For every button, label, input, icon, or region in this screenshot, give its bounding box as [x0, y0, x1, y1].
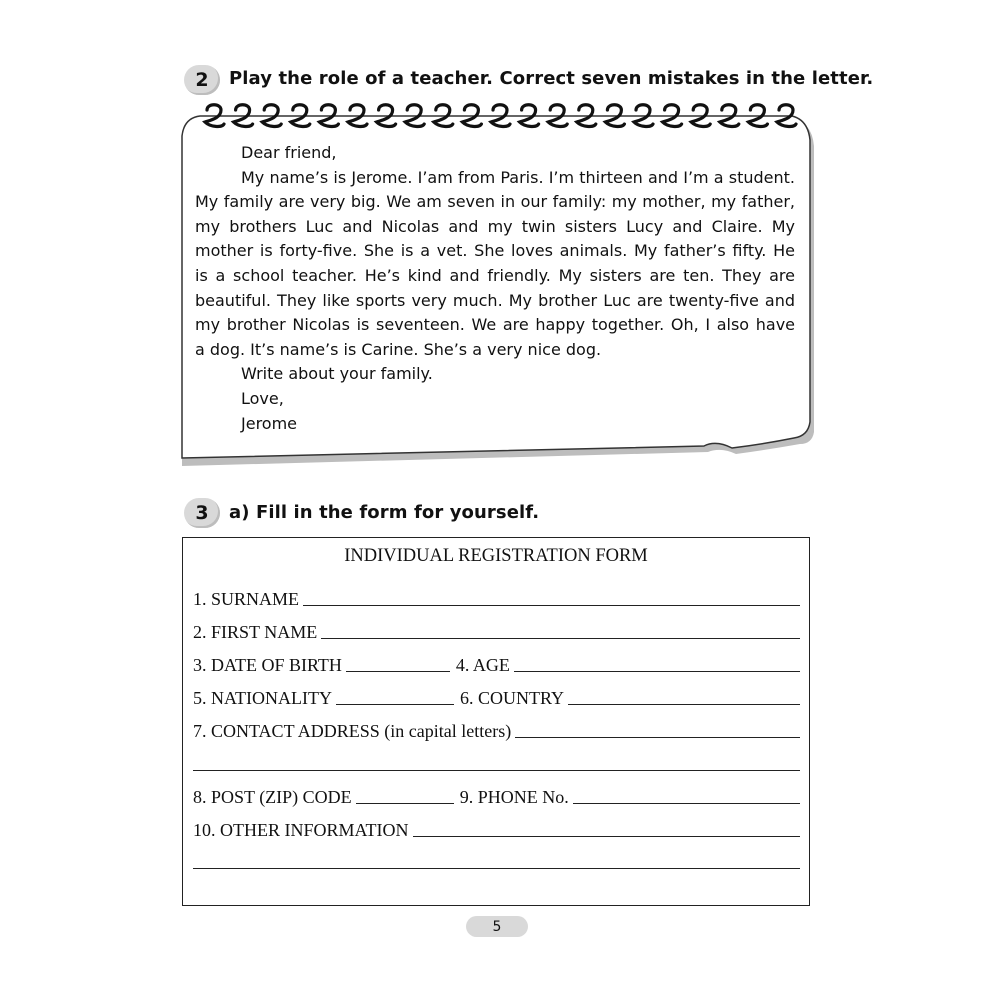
letter-line: a dog. It’s name’s is Carine. She’s a very nice dog. [195, 339, 602, 359]
first-name-label: 2. FIRST NAME [193, 622, 318, 642]
letter-line: My family are very big. We am seven in our family: my mother, my father, [195, 192, 795, 212]
age-label: 4. AGE [455, 655, 510, 675]
contact-address-label: 7. CONTACT ADDRESS (in capital letters) [193, 721, 512, 741]
other-info-input-line[interactable] [413, 836, 801, 837]
task-3-number: 3 [195, 502, 209, 524]
task-2-number-badge [184, 65, 220, 95]
post-phone-row [193, 784, 800, 808]
letter-line: is a school teacher. He’s kind and friendly. My sisters are ten. They are [195, 265, 795, 285]
form-title: INDIVIDUAL REGISTRATION FORM [344, 546, 648, 566]
nationality-country-row [193, 685, 800, 709]
post-code-input-line[interactable] [356, 803, 454, 804]
contact-address-extra-line[interactable] [193, 770, 800, 771]
letter-line: my brothers Luc and Nicolas and my twin sisters Lucy and Claire. My [195, 216, 795, 236]
post-code-label: 8. POST (ZIP) CODE [193, 787, 352, 807]
registration-form [182, 537, 810, 906]
date-of-birth-input-line[interactable] [346, 671, 450, 672]
other-info-extra-line[interactable] [193, 868, 800, 869]
nationality-label: 5. NATIONALITY [193, 688, 332, 708]
letter-closing-request: Write about your family. [241, 364, 433, 384]
country-label: 6. COUNTRY [459, 688, 564, 708]
page-number-badge [466, 916, 528, 937]
task-2-number: 2 [195, 69, 209, 91]
letter-sign-off: Love, [241, 388, 284, 408]
task-3-title: a) Fill in the form for yourself. [229, 502, 540, 523]
contact-address-input-line[interactable] [515, 737, 800, 738]
age-input-line[interactable] [514, 671, 800, 672]
first-name-input-line[interactable] [321, 638, 800, 639]
page-number: 5 [492, 918, 502, 935]
letter-text [195, 141, 795, 436]
surname-label: 1. SURNAME [193, 589, 300, 609]
letter-line: beautiful. They like sports very much. My brother Luc are twenty-five and [195, 290, 795, 310]
letter-greeting: Dear friend, [241, 143, 337, 162]
phone-label: 9. PHONE No. [459, 787, 569, 807]
letter-line: my brother Nicolas is seventeen. We are happy together. Oh, I also have [195, 315, 795, 335]
date-of-birth-label: 3. DATE OF BIRTH [193, 655, 342, 675]
task-2-title: Play the role of a teacher. Correct seven mistakes in the letter. [229, 68, 874, 89]
contact-address-row [193, 718, 800, 742]
other-info-label: 10. OTHER INFORMATION [193, 820, 409, 840]
first-name-row [193, 619, 800, 643]
letter-line: My name’s is Jerome. I’am from Paris. I’m thirteen and I’m a student. [241, 167, 795, 187]
nationality-input-line[interactable] [336, 704, 454, 705]
other-info-row [193, 817, 800, 841]
surname-row [193, 586, 800, 610]
letter-line: mother is forty-five. She is a vet. She loves animals. My father’s fifty. He [195, 241, 795, 261]
surname-input-line[interactable] [303, 605, 800, 606]
country-input-line[interactable] [568, 704, 800, 705]
task-3-number-badge [184, 498, 220, 528]
phone-input-line[interactable] [573, 803, 800, 804]
letter-signature: Jerome [241, 413, 298, 433]
birth-age-row [193, 652, 800, 676]
